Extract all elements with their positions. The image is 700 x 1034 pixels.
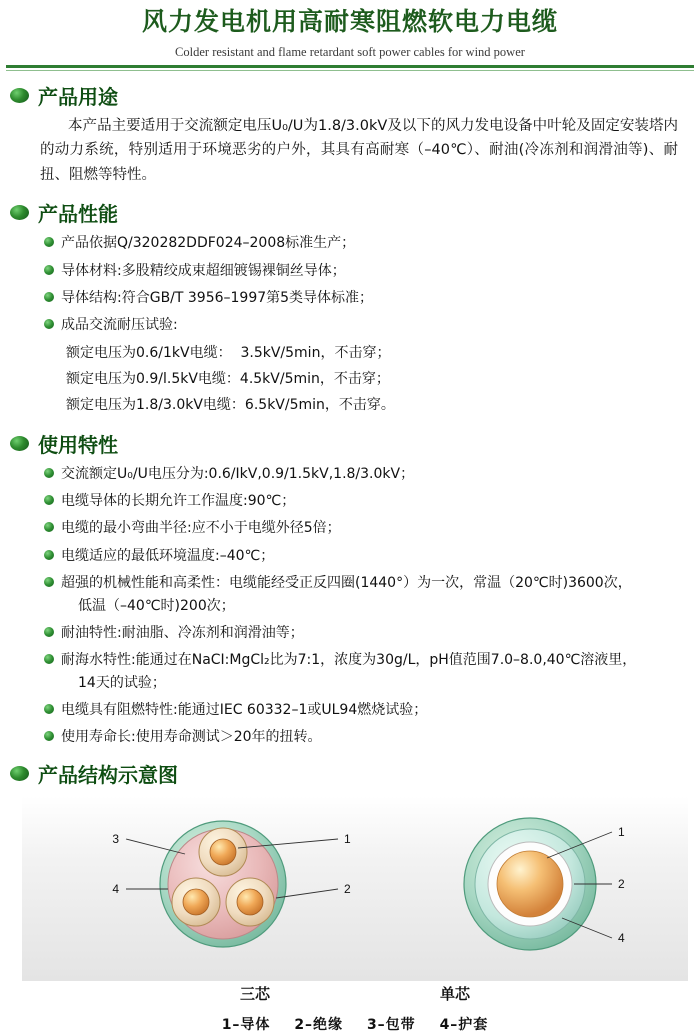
bullet-small-icon	[44, 550, 54, 560]
diagram-svg	[22, 796, 698, 981]
section-paragraph: 本产品主要适用于交流额定电压U₀/U为1.8/3.0kV及以下的风力发电设备中叶轮及固定安装塔内的动力系统，特别适用于环境恶劣的户外，其具有高耐寒（–40℃）、耐油(冷冻剂和润滑油等)、耐扭、阻燃等特性。	[40, 117, 678, 184]
legend-item-3: 3–包带	[366, 1016, 416, 1033]
list-item-text: 电缆具有阻燃特性:能通过IEC 60332–1或UL94燃烧试验；	[61, 702, 428, 719]
caption-three-core: 三芯	[239, 984, 270, 1003]
page-subtitle: Colder resistant and flame retardant soft power cables for wind power	[175, 44, 525, 59]
sub-item: 额定电压为0.6/1kV电缆： 3.5kV/5min，不击穿；	[66, 344, 391, 361]
label-1: 1	[344, 831, 351, 846]
list-item-text: 电缆适应的最低环境温度:–40℃；	[61, 547, 275, 564]
list-item-line1: 耐海水特性:能通过在NaCI:MgCl₂比为7:1，浓度为30g/L，pH值范围7.0–8.0,40℃溶液里，	[61, 652, 637, 669]
list-item	[44, 314, 690, 336]
section-title: 使用特性	[38, 432, 118, 457]
section-title: 产品用途	[38, 84, 118, 109]
diagram-legend	[10, 1014, 700, 1034]
section-heading-row	[10, 759, 700, 788]
list-item-text: 电缆导体的长期允许工作温度:90℃；	[61, 492, 296, 509]
list-item	[44, 232, 690, 254]
section-usage-characteristics	[0, 429, 700, 749]
sub-item: 额定电压为1.8/3.0kV电缆：6.5kV/5min，不击穿。	[66, 396, 395, 413]
label-1: 1	[618, 824, 625, 839]
bullet-small-icon	[44, 319, 54, 329]
sub-item: 额定电压为0.9/l.5kV电缆：4.5kV/5min，不击穿；	[66, 370, 390, 387]
legend-item-4: 4–护套	[439, 1016, 489, 1033]
list-item-text: 导体材料:多股精绞成束超细镀锡裸铜丝导体；	[61, 262, 346, 279]
bullet-small-icon	[44, 468, 54, 478]
single-core-cable	[464, 818, 612, 950]
list-item	[44, 649, 690, 694]
page-header	[0, 0, 700, 60]
bullet-icon	[10, 205, 29, 220]
label-2: 2	[344, 881, 351, 896]
bullet-icon	[10, 88, 29, 103]
list-item-text: 使用寿命长:使用寿命测试＞20年的扭转。	[61, 729, 322, 746]
bullet-small-icon	[44, 522, 54, 532]
section-heading-row	[10, 198, 700, 227]
label-2: 2	[618, 876, 625, 891]
legend-item-2: 2–绝缘	[294, 1016, 344, 1033]
list-item-text: 耐油特性:耐油脂、冷冻剂和润滑油等；	[61, 624, 304, 641]
label-4: 4	[618, 930, 625, 945]
label-3: 3	[112, 831, 119, 846]
list-item-line1: 超强的机械性能和高柔性：电缆能经受正反四圈(1440°）为一次，常温（20℃时)3600次，	[61, 575, 632, 592]
diagram-captions	[10, 983, 700, 1004]
section-title: 产品性能	[38, 202, 118, 227]
bullet-small-icon	[44, 731, 54, 741]
list-item-text	[61, 572, 690, 617]
performance-sub-list	[66, 341, 690, 419]
bullet-small-icon	[44, 704, 54, 714]
page-title: 风力发电机用高耐寒阻燃软电力电缆	[141, 7, 558, 36]
bullet-small-icon	[44, 577, 54, 587]
cable-cross-section-diagram	[22, 796, 688, 981]
label-4: 4	[112, 881, 119, 896]
bullet-small-icon	[44, 237, 54, 247]
list-item-text: 成品交流耐压试验:	[61, 317, 178, 334]
usage-list	[44, 463, 690, 749]
list-item-text: 交流额定U₀/U电压分为:0.6/IkV,0.9/1.5kV,1.8/3.0kV；	[61, 465, 415, 482]
list-item-line2: 低温（–40℃时)200次；	[78, 597, 235, 614]
section-heading-row	[10, 429, 700, 458]
list-item-text: 电缆的最小弯曲半径:应不小于电缆外径5倍；	[61, 520, 341, 537]
bullet-small-icon	[44, 265, 54, 275]
header-divider	[6, 65, 694, 68]
section-heading-row	[10, 81, 700, 110]
performance-list	[44, 232, 690, 418]
list-item-text: 导体结构:符合GB/T 3956–1997第5类导体标准；	[61, 290, 374, 307]
list-item-text: 产品依据Q/320282DDF024–2008标准生产；	[61, 235, 356, 252]
list-item	[44, 699, 690, 721]
list-item	[44, 622, 690, 644]
header-divider-thin	[6, 70, 694, 71]
section-title: 产品结构示意图	[38, 762, 178, 787]
list-item	[44, 287, 690, 309]
list-item	[44, 260, 690, 282]
list-item	[44, 490, 690, 512]
list-item	[44, 545, 690, 567]
list-item	[44, 517, 690, 539]
list-item	[44, 572, 690, 617]
list-item	[44, 463, 690, 485]
bullet-icon	[10, 766, 29, 781]
caption-single-core: 单芯	[440, 984, 471, 1003]
bullet-small-icon	[44, 292, 54, 302]
three-core-cable	[126, 821, 338, 947]
section-product-performance	[0, 198, 700, 418]
list-item-text	[61, 649, 690, 694]
bullet-small-icon	[44, 654, 54, 664]
section-product-use	[0, 81, 700, 189]
legend-item-1: 1–导体	[221, 1016, 271, 1033]
bullet-icon	[10, 436, 29, 451]
list-item	[44, 726, 690, 748]
section-structure-diagram	[0, 759, 700, 1034]
bullet-small-icon	[44, 627, 54, 637]
list-item-line2: 14天的试验；	[78, 674, 166, 691]
bullet-small-icon	[44, 495, 54, 505]
